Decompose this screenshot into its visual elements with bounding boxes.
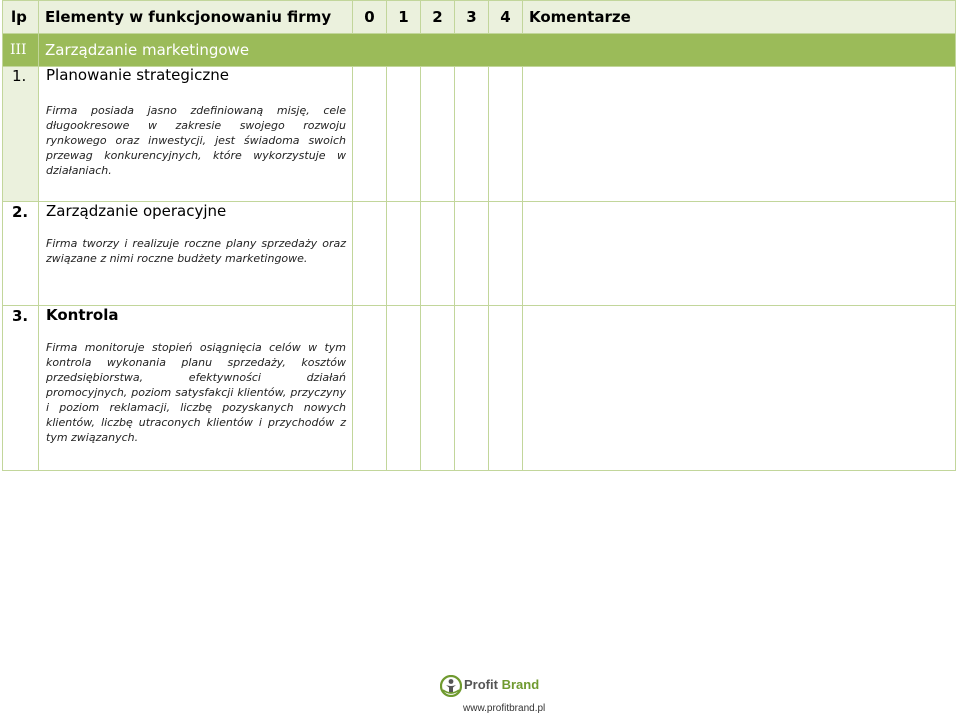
header-elements: Elementy w funkcjonowaniu firmy [39,1,353,34]
header-score-2: 2 [421,1,455,34]
score-cell-3[interactable] [455,306,489,471]
score-cell-0[interactable] [353,202,387,306]
item-cell [39,67,353,202]
item-cell [39,306,353,471]
header-row [3,1,956,34]
table-row [3,306,956,471]
score-cell-0[interactable] [353,67,387,202]
item-title: Planowanie strategiczne [46,66,229,84]
table-row [3,67,956,202]
comment-cell[interactable] [523,67,956,202]
header-score-1: 1 [387,1,421,34]
profit-brand-logo-icon [440,675,462,697]
header-score-3: 3 [455,1,489,34]
section-row [3,34,956,67]
assessment-table [2,0,956,471]
comment-cell[interactable] [523,306,956,471]
table-row [3,202,956,306]
comment-cell[interactable] [523,202,956,306]
score-cell-4[interactable] [489,306,523,471]
score-cell-0[interactable] [353,306,387,471]
section-number: III [3,34,39,67]
item-description: Firma posiada jasno zdefiniowaną misję, cele długookresowe w zakresie swojego rozwoju rynkowego oraz inwestycji, jest świadoma swoich przewag konkurencyjnych, które wykorzystuje w działaniach. [46,104,346,177]
item-description: Firma tworzy i realizuje roczne plany sprzedaży oraz związane z nimi roczne budżety marketingowe. [46,237,346,265]
score-cell-3[interactable] [455,202,489,306]
item-number: 2. [12,203,29,221]
item-title: Zarządzanie operacyjne [46,202,227,220]
item-title: Kontrola [46,306,119,324]
item-cell [39,202,353,306]
item-number: 1. [3,67,39,202]
header-score-0: 0 [353,1,387,34]
score-cell-2[interactable] [421,67,455,202]
item-description: Firma monitoruje stopień osiągnięcia celów w tym kontrola wykonania planu sprzedaży, kosztów przedsiębiorstwa, efektywności działań promocyjnych, poziom satysfakcji klientów, przyczyny i poziom reklamacji, liczbę pozyskanych nowych klientów, liczbę utraconych klientów i przychodów z tym związanych. [46,341,346,444]
score-cell-3[interactable] [455,67,489,202]
score-cell-4[interactable] [489,202,523,306]
logo-text [464,677,539,692]
score-cell-1[interactable] [387,67,421,202]
footer-url[interactable]: www.profitbrand.pl [463,703,546,714]
logo-word-profit: Profit [464,677,498,692]
header-lp: lp [3,1,39,34]
score-cell-2[interactable] [421,306,455,471]
header-score-4: 4 [489,1,523,34]
logo-word-brand: Brand [501,677,540,692]
score-cell-4[interactable] [489,67,523,202]
score-cell-1[interactable] [387,202,421,306]
score-cell-1[interactable] [387,306,421,471]
score-cell-2[interactable] [421,202,455,306]
section-title: Zarządzanie marketingowe [39,34,956,67]
item-number: 3. [12,307,29,325]
header-comments: Komentarze [523,1,956,34]
